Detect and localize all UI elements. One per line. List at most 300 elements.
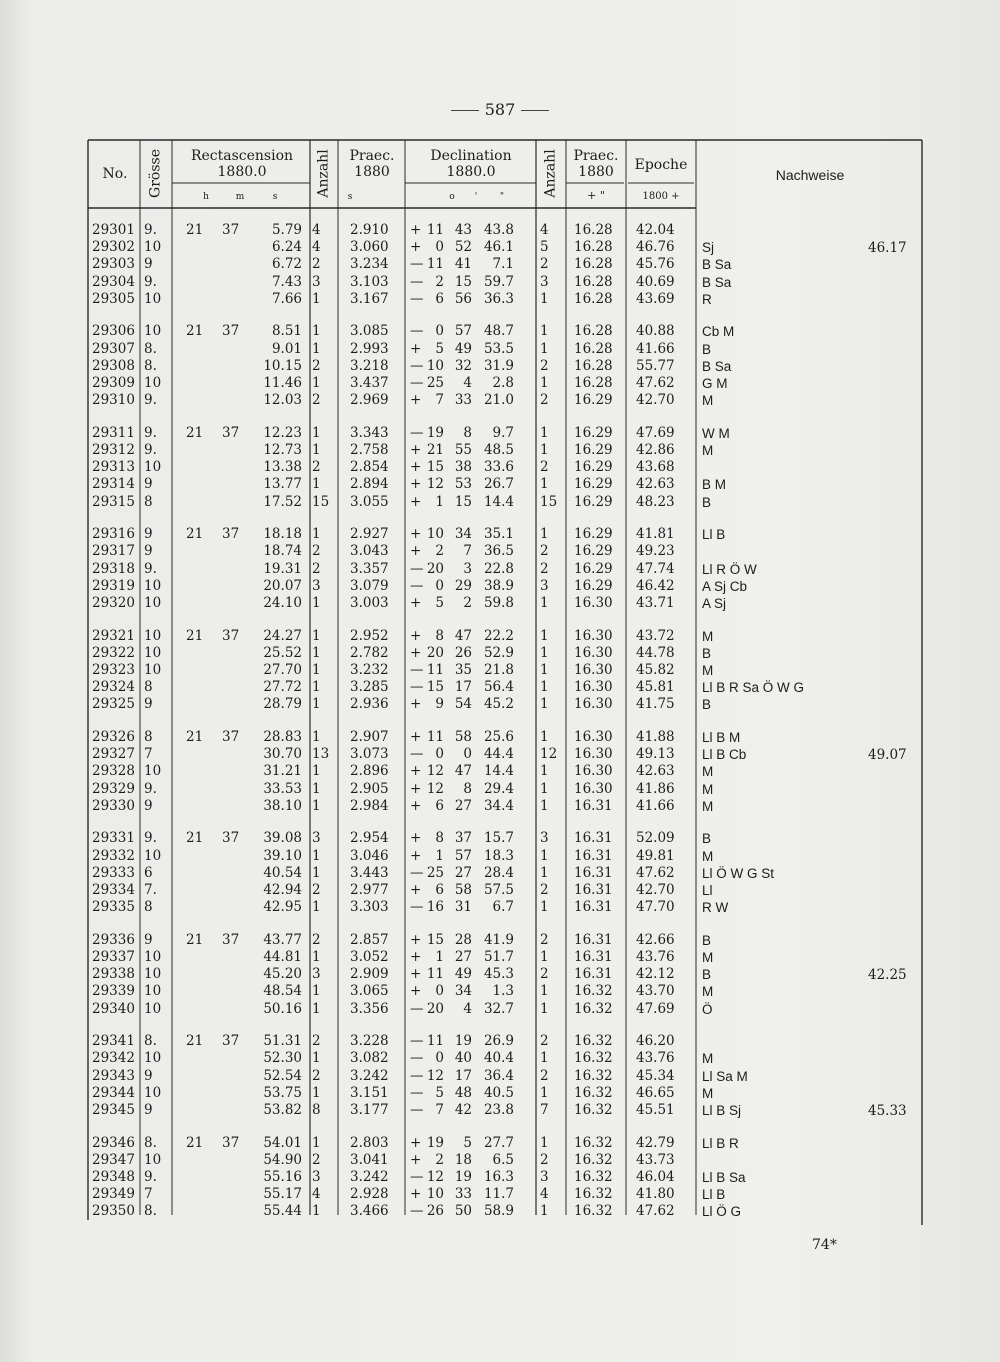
decl-minutes: 32 <box>454 357 472 374</box>
decl-seconds: 22.8 <box>483 560 514 577</box>
decl-seconds: 21.8 <box>483 662 514 678</box>
decl-degrees: 8 <box>435 830 444 847</box>
decl-minutes: 27 <box>454 864 472 881</box>
decl-sign: — <box>410 357 424 374</box>
epoch: 45.82 <box>636 662 675 678</box>
decl-degrees: 10 <box>426 1186 444 1203</box>
precession-ra: 3.079 <box>350 577 389 594</box>
count-ra: 1 <box>312 1000 321 1017</box>
decl-minutes: 34 <box>454 526 472 543</box>
decl-sign: + <box>410 1186 422 1203</box>
decl-seconds: 31.9 <box>483 357 514 374</box>
decl-degrees: 8 <box>435 627 444 644</box>
ra-seconds: 20.07 <box>263 577 302 594</box>
decl-degrees: 12 <box>426 476 444 493</box>
epoch: 46.20 <box>636 1033 675 1050</box>
decl-minutes: 0 <box>463 746 472 763</box>
precession-ra: 2.857 <box>350 931 389 948</box>
references: Ll B Cb <box>702 747 747 763</box>
precession-ra: 2.803 <box>350 1134 389 1151</box>
decl-sign: + <box>410 644 422 661</box>
decl-sign: — <box>410 323 424 340</box>
ra-seconds: 43.77 <box>263 931 302 948</box>
table-row <box>0 561 1000 578</box>
precession-ra: 3.242 <box>350 1169 389 1185</box>
precession-decl: 16.32 <box>574 1084 613 1101</box>
ra-seconds: 51.31 <box>263 1033 302 1050</box>
count-ra: 15 <box>312 493 330 510</box>
table-row <box>0 882 1000 899</box>
decl-seconds: 14.4 <box>483 763 514 780</box>
ra-seconds: 18.74 <box>263 543 302 560</box>
table-row <box>0 358 1000 375</box>
count-ra: 4 <box>312 222 321 238</box>
count-decl: 1 <box>540 662 549 678</box>
references: B <box>702 341 712 357</box>
ra-seconds: 33.53 <box>263 780 302 797</box>
decl-seconds: 26.7 <box>483 476 514 493</box>
count-decl: 2 <box>540 459 549 476</box>
count-decl: 2 <box>540 357 549 374</box>
magnitude: 8 <box>144 679 153 696</box>
star-number: 29325 <box>92 696 135 713</box>
decl-degrees: 25 <box>426 375 444 391</box>
references: Ll <box>702 883 713 898</box>
decl-sign: + <box>410 847 422 864</box>
magnitude: 9 <box>144 543 153 560</box>
star-number: 29323 <box>92 662 135 678</box>
star-number: 29305 <box>92 290 135 307</box>
ra-seconds: 53.75 <box>263 1084 302 1101</box>
page-number: 587 <box>440 100 560 119</box>
table-row <box>0 442 1000 459</box>
decl-sign: + <box>410 780 422 797</box>
ra-seconds: 44.81 <box>263 949 302 965</box>
decl-seconds: 36.5 <box>483 543 514 560</box>
decl-minutes: 47 <box>454 627 472 644</box>
ra-minutes: 37 <box>222 1033 240 1050</box>
epoch: 42.86 <box>636 442 675 458</box>
precession-ra: 2.896 <box>350 763 389 780</box>
ra-seconds: 50.16 <box>263 1000 302 1017</box>
ra-seconds: 28.79 <box>263 696 302 713</box>
precession-decl: 16.29 <box>574 424 613 441</box>
references: Ö <box>702 1001 713 1017</box>
references: Ll B M <box>702 730 741 745</box>
references: Ll R Ö W <box>702 561 757 577</box>
references: M <box>702 1051 714 1067</box>
epoch: 49.23 <box>636 543 675 560</box>
star-number: 29328 <box>92 763 135 780</box>
count-decl: 1 <box>540 627 549 644</box>
precession-ra: 2.905 <box>350 780 389 797</box>
decl-minutes: 48 <box>454 1084 472 1101</box>
count-decl: 1 <box>540 899 549 916</box>
epoch: 46.76 <box>636 239 675 256</box>
ra-seconds: 27.72 <box>263 679 302 696</box>
count-ra: 2 <box>312 543 321 560</box>
star-number: 29324 <box>92 679 135 696</box>
decl-minutes: 17 <box>454 679 472 696</box>
margin-note: 42.25 <box>868 967 907 984</box>
precession-decl: 16.31 <box>574 864 613 881</box>
decl-seconds: 36.3 <box>483 290 514 307</box>
precession-decl: 16.30 <box>574 746 613 763</box>
references: M <box>702 781 714 797</box>
decl-minutes: 41 <box>454 256 472 273</box>
table-row <box>0 1001 1000 1018</box>
table-row <box>0 1085 1000 1102</box>
decl-minutes: 53 <box>454 476 472 493</box>
ra-hours: 21 <box>186 627 204 644</box>
decl-degrees: 12 <box>426 763 444 780</box>
table-row <box>0 1169 1000 1186</box>
ra-seconds: 8.51 <box>271 323 302 340</box>
magnitude: 8. <box>144 340 157 357</box>
table-row <box>0 323 1000 340</box>
magnitude: 10 <box>144 847 162 864</box>
decl-sign: — <box>410 1067 424 1084</box>
table-row <box>0 932 1000 949</box>
count-decl: 1 <box>540 797 549 814</box>
magnitude: 10 <box>144 577 162 594</box>
epoch: 42.63 <box>636 476 675 493</box>
decl-degrees: 10 <box>426 526 444 543</box>
footer-mark: 74* <box>812 1237 837 1253</box>
count-decl: 1 <box>540 949 549 965</box>
references: Ll B <box>702 527 726 543</box>
epoch: 43.71 <box>636 595 675 611</box>
magnitude: 10 <box>144 1151 162 1168</box>
count-decl: 4 <box>540 222 549 238</box>
decl-sign: + <box>410 543 422 560</box>
precession-ra: 3.085 <box>350 323 389 340</box>
epoch: 47.62 <box>636 864 675 881</box>
magnitude: 9. <box>144 392 157 409</box>
epoch: 41.66 <box>636 340 675 357</box>
decl-minutes: 42 <box>454 1102 472 1118</box>
count-decl: 2 <box>540 1033 549 1050</box>
star-number: 29312 <box>92 442 135 458</box>
star-number: 29322 <box>92 644 135 661</box>
precession-ra: 3.232 <box>350 662 389 678</box>
star-number: 29341 <box>92 1033 135 1050</box>
decl-seconds: 26.9 <box>483 1033 514 1050</box>
count-decl: 1 <box>540 1203 549 1220</box>
decl-seconds: 35.1 <box>483 526 514 543</box>
magnitude: 9 <box>144 1102 153 1118</box>
star-number: 29317 <box>92 543 135 560</box>
count-decl: 2 <box>540 256 549 273</box>
references: A Sj <box>702 596 727 611</box>
precession-ra: 2.993 <box>350 340 389 357</box>
references: B M <box>702 477 727 493</box>
decl-degrees: 0 <box>435 577 444 594</box>
decl-degrees: 20 <box>426 560 444 577</box>
magnitude: 9 <box>144 526 153 543</box>
table-row <box>0 729 1000 746</box>
precession-decl: 16.32 <box>574 1033 613 1050</box>
magnitude: 8 <box>144 899 153 916</box>
magnitude: 10 <box>144 662 162 678</box>
decl-degrees: 11 <box>426 662 444 678</box>
decl-seconds: 16.3 <box>483 1169 514 1185</box>
precession-decl: 16.29 <box>574 459 613 476</box>
count-decl: 12 <box>540 746 558 763</box>
references: W M <box>702 425 730 441</box>
decl-sign: + <box>410 763 422 780</box>
precession-ra: 2.758 <box>350 442 389 458</box>
epoch: 42.79 <box>636 1134 675 1151</box>
table-row <box>0 1102 1000 1119</box>
magnitude: 10 <box>144 323 162 340</box>
references: Ll Ö W G St <box>702 865 775 881</box>
decl-seconds: 40.5 <box>483 1084 514 1101</box>
decl-minutes: 40 <box>454 1050 472 1067</box>
epoch: 45.76 <box>636 256 675 273</box>
decl-degrees: 1 <box>435 493 444 510</box>
count-ra: 2 <box>312 459 321 476</box>
ra-seconds: 12.23 <box>263 424 302 441</box>
count-decl: 1 <box>540 729 549 745</box>
precession-decl: 16.32 <box>574 1203 613 1220</box>
precession-ra: 2.954 <box>350 830 389 847</box>
epoch: 42.70 <box>636 882 675 898</box>
ra-hours: 21 <box>186 526 204 543</box>
decl-degrees: 0 <box>435 239 444 256</box>
magnitude: 9. <box>144 830 157 847</box>
star-number: 29308 <box>92 357 135 374</box>
ra-seconds: 52.54 <box>263 1067 302 1084</box>
table-row <box>0 679 1000 696</box>
decl-sign: + <box>410 222 422 238</box>
ra-seconds: 40.54 <box>263 864 302 881</box>
precession-decl: 16.29 <box>574 526 613 543</box>
ra-seconds: 54.01 <box>263 1134 302 1151</box>
count-ra: 8 <box>312 1102 321 1118</box>
header-decl-epoch: 1880.0 <box>446 164 496 180</box>
decl-minutes: 15 <box>454 273 472 290</box>
magnitude: 10 <box>144 290 162 307</box>
epoch: 40.88 <box>636 323 675 340</box>
decl-seconds: 34.4 <box>483 797 514 814</box>
precession-ra: 3.228 <box>350 1033 389 1050</box>
decl-minutes: 37 <box>454 830 472 847</box>
precession-decl: 16.32 <box>574 1134 613 1151</box>
magnitude: 8 <box>144 493 153 510</box>
epoch: 47.70 <box>636 899 675 916</box>
header-decl-min: ' <box>474 192 478 202</box>
precession-ra: 2.854 <box>350 459 389 476</box>
decl-degrees: 0 <box>435 323 444 340</box>
header-anzahl-1: Anzahl <box>315 149 332 198</box>
count-decl: 3 <box>540 273 549 290</box>
precession-ra: 2.927 <box>350 526 389 543</box>
star-number: 29319 <box>92 577 135 594</box>
decl-degrees: 16 <box>426 899 444 916</box>
header-praec2-year: 1880 <box>578 164 614 180</box>
precession-decl: 16.30 <box>574 763 613 780</box>
table-row <box>0 543 1000 560</box>
count-ra: 1 <box>312 340 321 357</box>
ra-minutes: 37 <box>222 222 240 238</box>
count-decl: 1 <box>540 864 549 881</box>
count-decl: 1 <box>540 1134 549 1151</box>
star-number: 29332 <box>92 847 135 864</box>
count-ra: 2 <box>312 357 321 374</box>
ra-seconds: 53.82 <box>263 1102 302 1118</box>
magnitude: 10 <box>144 1050 162 1067</box>
count-decl: 3 <box>540 577 549 594</box>
epoch: 43.69 <box>636 290 675 307</box>
ra-seconds: 54.90 <box>263 1151 302 1168</box>
table-row <box>0 899 1000 916</box>
precession-decl: 16.32 <box>574 1102 613 1118</box>
decl-sign: + <box>410 949 422 965</box>
count-ra: 1 <box>312 729 321 745</box>
epoch: 47.69 <box>636 424 675 441</box>
margin-note: 46.17 <box>868 240 907 257</box>
star-number: 29306 <box>92 323 135 340</box>
precession-ra: 2.984 <box>350 797 389 814</box>
magnitude: 10 <box>144 983 162 1000</box>
table-row <box>0 628 1000 645</box>
decl-seconds: 40.4 <box>483 1050 514 1067</box>
star-number: 29340 <box>92 1000 135 1017</box>
precession-decl: 16.29 <box>574 543 613 560</box>
precession-ra: 3.303 <box>350 899 389 916</box>
table-row <box>0 983 1000 1000</box>
precession-ra: 3.052 <box>350 949 389 965</box>
precession-decl: 16.32 <box>574 1000 613 1017</box>
decl-seconds: 23.8 <box>483 1102 514 1118</box>
count-ra: 1 <box>312 983 321 1000</box>
precession-ra: 2.907 <box>350 729 389 745</box>
magnitude: 7 <box>144 746 153 763</box>
ra-seconds: 55.16 <box>263 1169 302 1185</box>
ra-seconds: 18.18 <box>263 526 302 543</box>
decl-sign: + <box>410 1134 422 1151</box>
decl-seconds: 25.6 <box>483 729 514 745</box>
references: B <box>702 645 712 661</box>
ra-seconds: 28.83 <box>263 729 302 745</box>
decl-sign: + <box>410 797 422 814</box>
decl-degrees: 0 <box>435 746 444 763</box>
ra-hours: 21 <box>186 1033 204 1050</box>
references: B Sa <box>702 358 732 374</box>
decl-sign: — <box>410 256 424 273</box>
ra-seconds: 39.08 <box>263 830 302 847</box>
decl-sign: + <box>410 830 422 847</box>
decl-degrees: 0 <box>435 983 444 1000</box>
decl-minutes: 54 <box>454 696 472 713</box>
epoch: 41.80 <box>636 1186 675 1203</box>
table-row <box>0 966 1000 983</box>
magnitude: 6 <box>144 864 153 881</box>
header-epoche-title: Epoche <box>634 157 688 173</box>
decl-seconds: 44.4 <box>483 746 514 763</box>
header-ra-m: m <box>235 192 245 202</box>
count-decl: 1 <box>540 1000 549 1017</box>
epoch: 43.72 <box>636 627 675 644</box>
decl-minutes: 47 <box>454 763 472 780</box>
header-no: No. <box>102 166 128 182</box>
ra-seconds: 13.38 <box>263 459 302 476</box>
magnitude: 10 <box>144 627 162 644</box>
count-ra: 3 <box>312 577 321 594</box>
count-ra: 1 <box>312 679 321 696</box>
decl-degrees: 25 <box>426 864 444 881</box>
magnitude: 10 <box>144 1084 162 1101</box>
count-ra: 1 <box>312 780 321 797</box>
count-decl: 1 <box>540 290 549 307</box>
count-ra: 2 <box>312 1151 321 1168</box>
star-number: 29315 <box>92 493 135 510</box>
references: M <box>702 663 714 678</box>
epoch: 41.86 <box>636 780 675 797</box>
epoch: 42.12 <box>636 966 675 983</box>
count-decl: 3 <box>540 1169 549 1185</box>
table-row <box>0 1050 1000 1067</box>
ra-hours: 21 <box>186 830 204 847</box>
decl-sign: — <box>410 1169 424 1185</box>
star-number: 29333 <box>92 864 135 881</box>
precession-decl: 16.28 <box>574 340 613 357</box>
precession-decl: 16.28 <box>574 357 613 374</box>
star-number: 29327 <box>92 746 135 763</box>
decl-degrees: 2 <box>435 1151 444 1168</box>
epoch: 41.81 <box>636 526 675 543</box>
references: B Sa <box>702 274 732 290</box>
references: Sj <box>702 240 715 256</box>
star-number: 29337 <box>92 949 135 965</box>
decl-seconds: 46.1 <box>483 239 514 256</box>
precession-decl: 16.30 <box>574 696 613 713</box>
table-row <box>0 595 1000 612</box>
magnitude: 9 <box>144 797 153 814</box>
magnitude: 9. <box>144 222 157 238</box>
decl-sign: + <box>410 493 422 510</box>
decl-degrees: 7 <box>435 392 444 409</box>
decl-seconds: 14.4 <box>483 493 514 510</box>
star-number: 29335 <box>92 899 135 916</box>
decl-degrees: 19 <box>426 1134 444 1151</box>
precession-ra: 3.043 <box>350 543 389 560</box>
decl-degrees: 1 <box>435 847 444 864</box>
precession-ra: 3.103 <box>350 273 389 290</box>
ra-seconds: 5.79 <box>271 222 302 238</box>
decl-minutes: 35 <box>454 662 472 678</box>
table-row <box>0 476 1000 493</box>
epoch: 40.69 <box>636 273 675 290</box>
decl-degrees: 12 <box>426 1169 444 1185</box>
references: M <box>702 950 714 965</box>
count-ra: 1 <box>312 847 321 864</box>
star-number: 29330 <box>92 797 135 814</box>
header-praec-unit: s <box>347 192 353 202</box>
decl-minutes: 19 <box>454 1033 472 1050</box>
star-number: 29301 <box>92 222 135 238</box>
magnitude: 9. <box>144 424 157 441</box>
decl-sign: + <box>410 627 422 644</box>
epoch: 47.62 <box>636 375 675 391</box>
decl-degrees: 15 <box>426 459 444 476</box>
count-decl: 2 <box>540 1151 549 1168</box>
ra-minutes: 37 <box>222 931 240 948</box>
count-ra: 1 <box>312 526 321 543</box>
header-ra-h: h <box>203 192 209 202</box>
precession-ra: 2.952 <box>350 627 389 644</box>
